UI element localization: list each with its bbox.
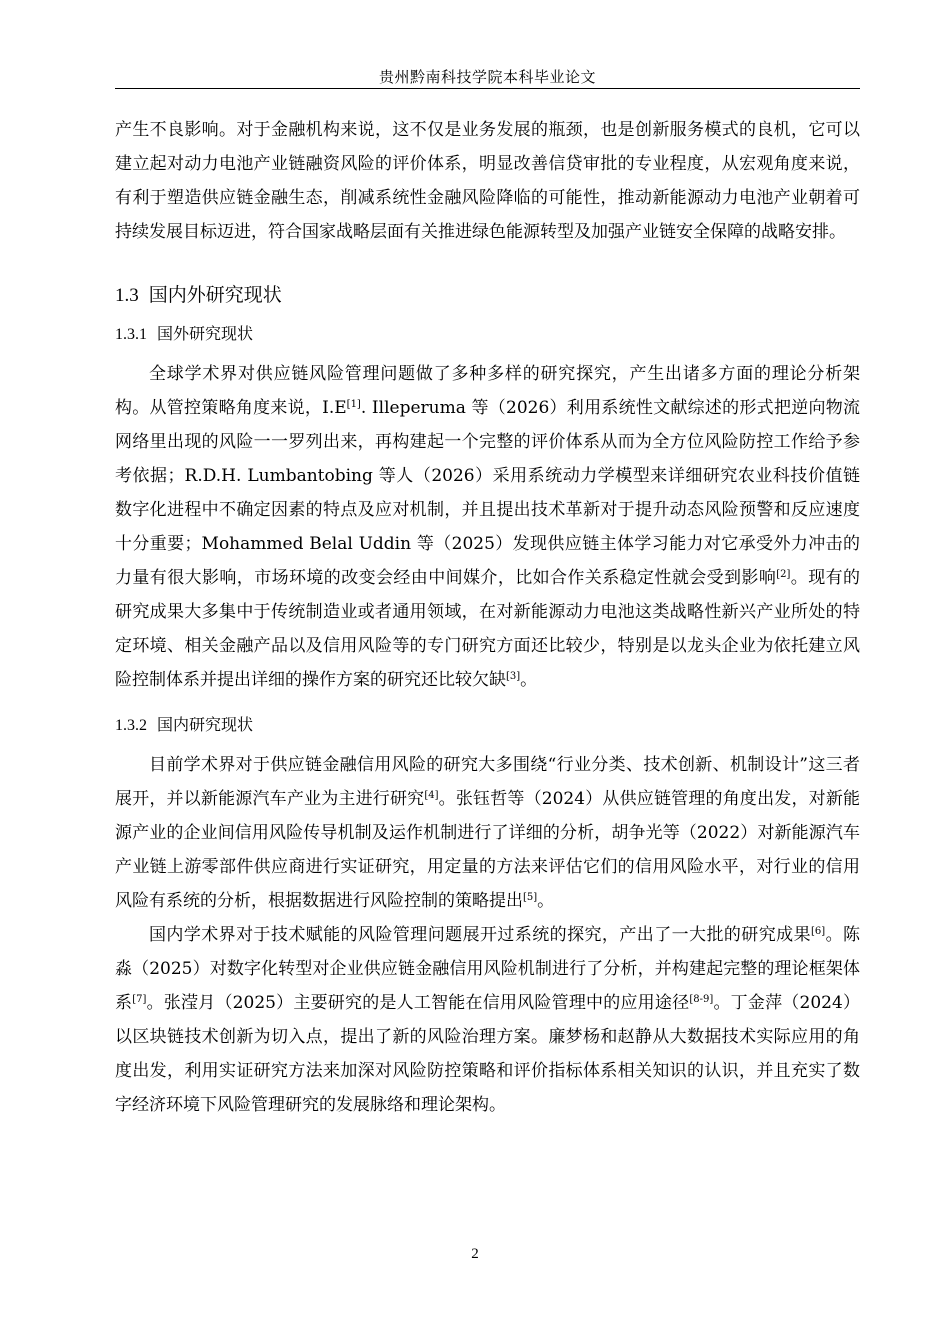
- subsection-number: 1.3.1: [115, 326, 147, 343]
- text-segment: 目前学术界对于供应链金融信用风险的研究大多围绕“行业分类、技术创新、机制设计”这三者展开，并以新能源汽车产业为主进行研究: [115, 755, 860, 809]
- section-number: 1.3: [115, 285, 139, 306]
- text-segment: 全球学术界对供应链风险管理问题做了多种多样的研究探究，产生出诸多方面的理论分析架构。从管控策略角度来说，I.E: [115, 364, 860, 418]
- citation-ref: [6]: [811, 926, 826, 937]
- citation-ref: [4]: [424, 790, 439, 801]
- citation-ref: [5]: [523, 892, 538, 903]
- citation-ref: [1]: [346, 399, 361, 410]
- subsection-title: 国内研究现状: [157, 715, 254, 734]
- text-segment: 。陈淼（2025）对数字化转型对企业供应链金融信用风险机制进行了分析，并构建起完整的理论框架体系: [115, 925, 861, 1013]
- text-segment: 。张滢月（2025）主要研究的是人工智能在信用风险管理中的应用途径: [146, 993, 690, 1013]
- page-body: [115, 113, 860, 1122]
- text-segment: 。: [537, 891, 555, 911]
- text-segment: 。丁金萍（2024）以区块链技术创新为切入点，提出了新的风险治理方案。廉梦杨和赵静从大数据技术实际应用的角度出发，利用实证研究方法来加深对风险防控策略和评价指标体系相关知识的认识，并且充实了数字经济环境下风险管理研究的发展脉络和理论架构。: [115, 993, 861, 1115]
- citation-ref: [7]: [132, 994, 147, 1005]
- text-segment: 国内学术界对于技术赋能的风险管理问题展开过系统的探究，产出了一大批的研究成果: [149, 925, 811, 945]
- text-segment: . Illeperuma 等（2026）利用系统性文献综述的形式把逆向物流网络里出现的风险一一罗列出来，再构建起一个完整的评价体系从而为全方位风险防控工作给予参考依据；R.D.H. Lumbantobing 等人（2026）采用系统动力学模型来详细研究农业科技价值链数字化进程中不确定因素的特点及应对机制，并且提出技术革新对于提升动态风险预警和反应速度十分重要；Mohammed Belal Uddin 等（2025）发现供应链主体学习能力对它承受外力冲击的力量有很大影响，市场环境的改变会经由中间媒介，比如合作关系稳定性就会受到影响: [115, 398, 860, 588]
- subsection-number: 1.3.2: [115, 717, 147, 734]
- running-header: 贵州黔南科技学院本科毕业论文: [378, 68, 596, 86]
- text-segment: 。现有的研究成果大多集中于传统制造业或者通用领域，在对新能源动力电池这类战略性新兴产业所处的特定环境、相关金融产品以及信用风险等的专门研究方面还比较少，特别是以龙头企业为依托建立风险控制体系并提出详细的操作方案的研究还比较欠缺: [115, 568, 861, 690]
- section-heading-1-3-1: [115, 320, 860, 349]
- page-number: 2: [471, 1246, 479, 1262]
- domestic-research-paragraph-2: [115, 918, 860, 1122]
- section-title: 国内外研究现状: [148, 284, 282, 306]
- citation-ref: [3]: [506, 671, 521, 682]
- section-heading-1-3: [115, 279, 860, 312]
- foreign-research-paragraph: [115, 357, 860, 697]
- domestic-research-paragraph-1: [115, 748, 860, 918]
- text-segment: 。张钰哲等（2024）从供应链管理的角度出发，对新能源产业的企业间信用风险传导机制及运作机制进行了详细的分析，胡争光等（2022）对新能源汽车产业链上游零部件供应商进行实证研究，用定量的方法来评估它们的信用风险水平，对行业的信用风险有系统的分析，根据数据进行风险控制的策略提出: [115, 789, 861, 911]
- subsection-title: 国外研究现状: [157, 324, 254, 343]
- section-heading-1-3-2: [115, 711, 860, 740]
- citation-ref: [8-9]: [689, 994, 714, 1005]
- intro-paragraph: 产生不良影响。对于金融机构来说，这不仅是业务发展的瓶颈，也是创新服务模式的良机，它可以建立起对动力电池产业链融资风险的评价体系，明显改善信贷审批的专业程度，从宏观角度来说，有利于塑造供应链金融生态，削减系统性金融风险降临的可能性，推动新能源动力电池产业朝着可持续发展目标迈进，符合国家战略层面有关推进绿色能源转型及加强产业链安全保障的战略安排。: [115, 120, 860, 242]
- text-segment: 。: [520, 670, 538, 690]
- citation-ref: [2]: [776, 569, 791, 580]
- header-rule: [115, 88, 860, 89]
